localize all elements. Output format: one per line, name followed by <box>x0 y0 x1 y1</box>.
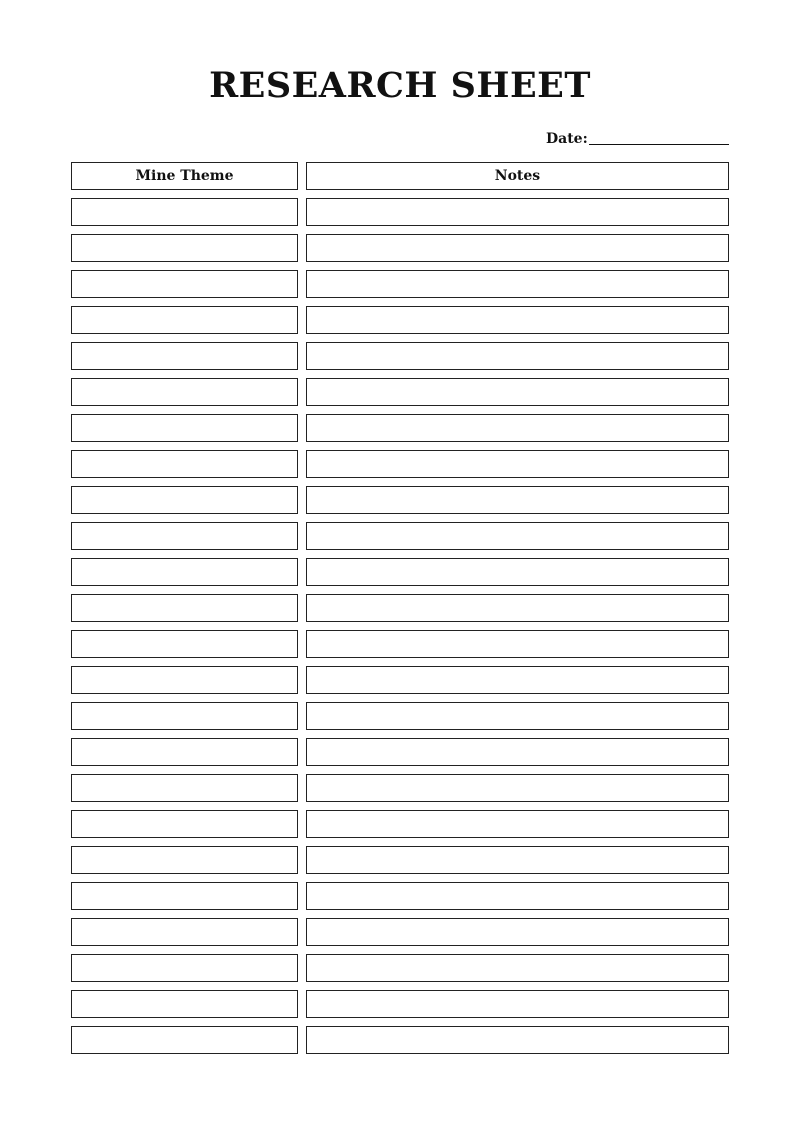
table-row <box>71 270 729 298</box>
mine-theme-cell[interactable] <box>71 306 298 334</box>
table-row <box>71 558 729 586</box>
table-row <box>71 306 729 334</box>
notes-cell[interactable] <box>306 270 729 298</box>
table-row <box>71 486 729 514</box>
mine-theme-cell[interactable] <box>71 846 298 874</box>
table-row <box>71 882 729 910</box>
table-row <box>71 990 729 1018</box>
date-input-line[interactable] <box>589 144 729 145</box>
notes-cell[interactable] <box>306 342 729 370</box>
notes-cell[interactable] <box>306 594 729 622</box>
table-row <box>71 774 729 802</box>
notes-cell[interactable] <box>306 810 729 838</box>
notes-cell[interactable] <box>306 990 729 1018</box>
table-row <box>71 630 729 658</box>
mine-theme-cell[interactable] <box>71 486 298 514</box>
mine-theme-cell[interactable] <box>71 954 298 982</box>
table-header-row <box>71 162 729 190</box>
table-row <box>71 378 729 406</box>
mine-theme-cell[interactable] <box>71 702 298 730</box>
table-row <box>71 846 729 874</box>
mine-theme-cell[interactable] <box>71 774 298 802</box>
mine-theme-cell[interactable] <box>71 378 298 406</box>
mine-theme-cell[interactable] <box>71 738 298 766</box>
notes-cell[interactable] <box>306 882 729 910</box>
notes-cell[interactable] <box>306 378 729 406</box>
mine-theme-cell[interactable] <box>71 630 298 658</box>
notes-cell[interactable] <box>306 414 729 442</box>
table-row <box>71 954 729 982</box>
notes-cell[interactable] <box>306 954 729 982</box>
table-row <box>71 702 729 730</box>
mine-theme-cell[interactable] <box>71 810 298 838</box>
table-row <box>71 522 729 550</box>
mine-theme-cell[interactable] <box>71 666 298 694</box>
mine-theme-cell[interactable] <box>71 450 298 478</box>
research-table <box>71 162 729 1062</box>
table-row <box>71 450 729 478</box>
mine-theme-cell[interactable] <box>71 414 298 442</box>
notes-cell[interactable] <box>306 198 729 226</box>
notes-cell[interactable] <box>306 234 729 262</box>
date-label: Date: <box>546 131 588 147</box>
mine-theme-cell[interactable] <box>71 342 298 370</box>
mine-theme-cell[interactable] <box>71 558 298 586</box>
notes-cell[interactable] <box>306 558 729 586</box>
table-row <box>71 234 729 262</box>
table-row <box>71 342 729 370</box>
mine-theme-cell[interactable] <box>71 1026 298 1054</box>
mine-theme-cell[interactable] <box>71 882 298 910</box>
notes-cell[interactable] <box>306 1026 729 1054</box>
notes-cell[interactable] <box>306 486 729 514</box>
mine-theme-cell[interactable] <box>71 918 298 946</box>
mine-theme-cell[interactable] <box>71 234 298 262</box>
notes-cell[interactable] <box>306 738 729 766</box>
notes-cell[interactable] <box>306 918 729 946</box>
notes-cell[interactable] <box>306 846 729 874</box>
notes-cell[interactable] <box>306 774 729 802</box>
mine-theme-cell[interactable] <box>71 270 298 298</box>
mine-theme-cell[interactable] <box>71 990 298 1018</box>
table-row <box>71 918 729 946</box>
notes-cell[interactable] <box>306 306 729 334</box>
page-title: RESEARCH SHEET <box>209 65 591 106</box>
table-row <box>71 738 729 766</box>
column-header-notes: Notes <box>306 162 729 190</box>
column-header-mine-theme: Mine Theme <box>71 162 298 190</box>
table-row <box>71 594 729 622</box>
table-row <box>71 666 729 694</box>
mine-theme-cell[interactable] <box>71 594 298 622</box>
mine-theme-cell[interactable] <box>71 198 298 226</box>
notes-cell[interactable] <box>306 666 729 694</box>
notes-cell[interactable] <box>306 522 729 550</box>
date-field <box>546 128 729 148</box>
table-row <box>71 198 729 226</box>
table-row <box>71 414 729 442</box>
notes-cell[interactable] <box>306 702 729 730</box>
mine-theme-cell[interactable] <box>71 522 298 550</box>
notes-cell[interactable] <box>306 630 729 658</box>
table-row <box>71 1026 729 1054</box>
table-row <box>71 810 729 838</box>
notes-cell[interactable] <box>306 450 729 478</box>
